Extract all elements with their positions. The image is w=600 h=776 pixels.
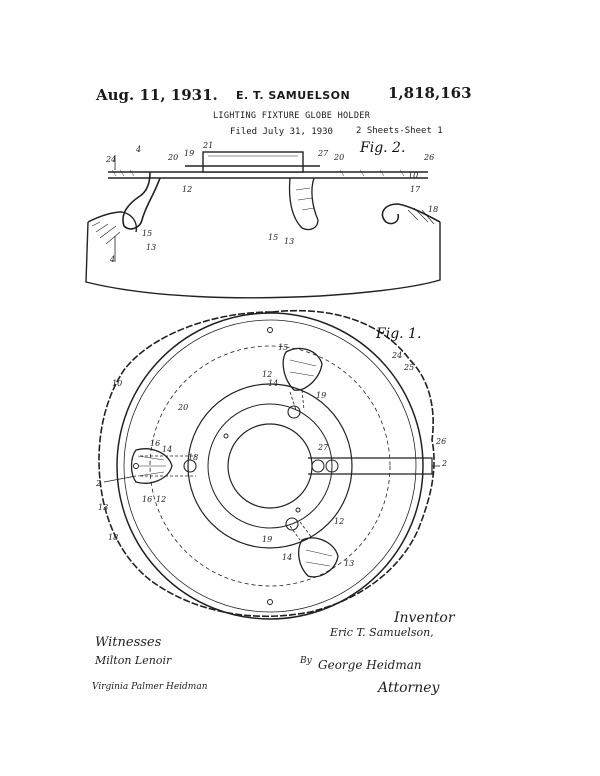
reference-numeral: 17 bbox=[410, 185, 421, 194]
reference-numeral: 14 bbox=[282, 553, 293, 562]
fig2-label: Fig. 2. bbox=[360, 140, 406, 156]
reference-numeral: 19 bbox=[262, 535, 273, 544]
reference-numeral: 10 bbox=[112, 379, 123, 388]
reference-numeral: 12 bbox=[182, 185, 193, 194]
fig1-label: Fig. 1. bbox=[376, 326, 422, 342]
reference-numeral: 21 bbox=[203, 141, 214, 150]
reference-numeral: 16 bbox=[150, 439, 161, 448]
reference-numeral: 27 bbox=[318, 149, 329, 158]
reference-numeral: 10 bbox=[408, 171, 419, 180]
filed-date: Filed July 31, 1930 bbox=[230, 127, 333, 137]
reference-numeral: 20 bbox=[334, 153, 345, 162]
reference-numeral: 13 bbox=[344, 559, 355, 568]
reference-numeral: 2 bbox=[96, 479, 102, 488]
inventor-label: Inventor bbox=[394, 610, 455, 626]
reference-numeral: 25 bbox=[404, 363, 415, 372]
witness-signature-2: Virginia Palmer Heidman bbox=[92, 682, 208, 692]
reference-numeral: 12 bbox=[334, 517, 345, 526]
witness-signature-1: Milton Lenoir bbox=[95, 654, 172, 667]
reference-numeral: 13 bbox=[98, 503, 109, 512]
reference-numeral: 24 bbox=[106, 155, 117, 164]
reference-numeral: 14 bbox=[162, 445, 173, 454]
figure-1 bbox=[99, 311, 440, 619]
attorney-signature: George Heidman bbox=[318, 658, 422, 672]
reference-numeral: 26 bbox=[424, 153, 435, 162]
patent-title: LIGHTING FIXTURE GLOBE HOLDER bbox=[213, 111, 371, 121]
reference-numeral: 18 bbox=[188, 453, 199, 462]
reference-numeral: 2 bbox=[442, 459, 448, 468]
reference-numeral: 12 bbox=[262, 370, 273, 379]
reference-numeral: 13 bbox=[284, 237, 295, 246]
reference-numeral: 15 bbox=[268, 233, 279, 242]
reference-numeral: 16 bbox=[142, 495, 153, 504]
reference-numeral: 15 bbox=[142, 229, 153, 238]
by-label: By bbox=[300, 656, 312, 666]
reference-numeral: 15 bbox=[278, 343, 289, 352]
reference-numeral: 19 bbox=[184, 149, 195, 158]
patent-number: 1,818,163 bbox=[388, 84, 472, 102]
attorney-label: Attorney bbox=[378, 680, 440, 696]
figure-2 bbox=[86, 152, 440, 298]
reference-numeral: 24 bbox=[392, 351, 403, 360]
reference-numeral: 4 bbox=[136, 145, 142, 154]
inventor-name: E. T. SAMUELSON bbox=[236, 89, 351, 102]
reference-numeral: 4 bbox=[110, 255, 116, 264]
reference-numeral: 12 bbox=[156, 495, 167, 504]
reference-numeral: 20 bbox=[168, 153, 179, 162]
reference-numeral: 18 bbox=[108, 533, 119, 542]
inventor-signature: Eric T. Samuelson, bbox=[330, 626, 434, 639]
reference-numeral: 26 bbox=[436, 437, 447, 446]
reference-numeral: 13 bbox=[146, 243, 157, 252]
patent-date: Aug. 11, 1931. bbox=[96, 86, 218, 104]
reference-numeral: 19 bbox=[316, 391, 327, 400]
reference-numeral: 18 bbox=[428, 205, 439, 214]
reference-numeral: 27 bbox=[318, 443, 329, 452]
sheet-count: 2 Sheets-Sheet 1 bbox=[356, 126, 443, 136]
reference-numeral: 14 bbox=[268, 379, 279, 388]
reference-numeral: 20 bbox=[178, 403, 189, 412]
witnesses-label: Witnesses bbox=[95, 635, 162, 650]
